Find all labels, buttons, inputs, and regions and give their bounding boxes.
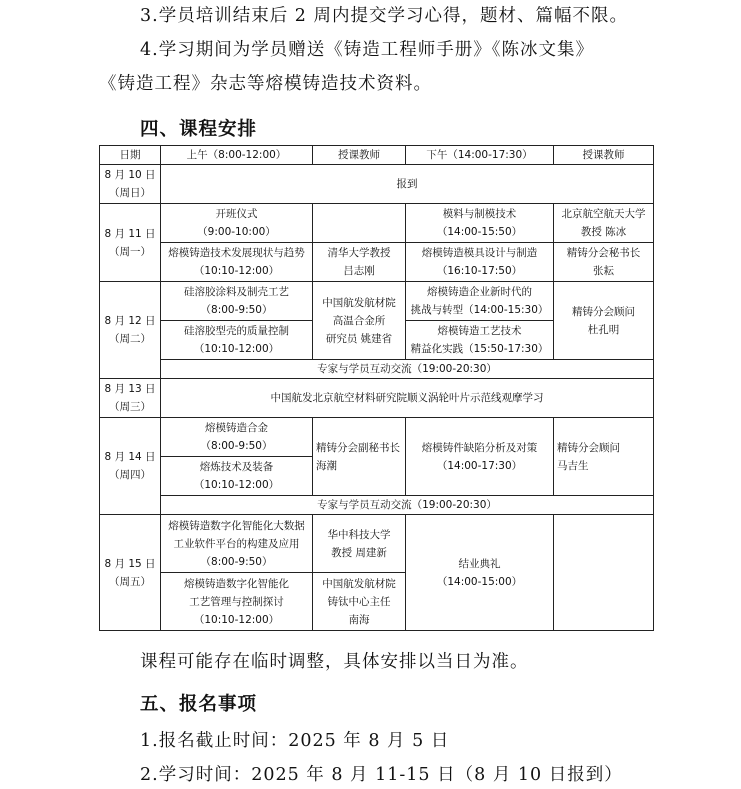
table-row-aug11	[100, 204, 654, 243]
teacher-name: 南海	[348, 613, 370, 626]
session-title: 模料与制模技术	[442, 208, 517, 220]
session-cell	[406, 321, 554, 360]
date-text: 8 月 14 日	[104, 451, 156, 463]
session-time: （8:00-9:50）	[200, 440, 273, 452]
session-time: （10:10-12:00）	[193, 265, 280, 277]
session-time: （8:00-9:50）	[200, 555, 273, 568]
header-afternoon: 下午（14:00-17:30）	[406, 146, 554, 165]
session-time: （10:10-12:00）	[193, 613, 280, 626]
teacher-title: 铸钛中心主任	[327, 595, 391, 608]
section-heading-course-schedule: 四、课程安排	[140, 119, 258, 140]
teacher-cell	[313, 418, 406, 496]
teacher-name: 杜孔明	[587, 323, 620, 336]
header-date: 日期	[100, 146, 161, 165]
session-cell	[406, 243, 554, 282]
teacher-department: 高温合金所	[332, 314, 386, 327]
session-title-continued: 工艺管理与控制探讨	[189, 595, 284, 608]
table-row-aug13	[100, 379, 654, 418]
teacher-affiliation: 精铸分会秘书长	[566, 247, 641, 259]
table-row-aug14	[100, 418, 654, 457]
session-time: （14:00-15:50）	[436, 226, 523, 238]
session-time: （9:00-10:00）	[197, 226, 276, 238]
session-cell	[406, 282, 554, 321]
session-time: （16:10-17:50）	[436, 265, 523, 277]
teacher-cell-empty	[554, 515, 654, 631]
weekday-text: （周四）	[109, 469, 151, 481]
session-cell	[406, 204, 554, 243]
date-cell	[100, 165, 161, 204]
session-cell	[161, 204, 313, 243]
teacher-cell	[313, 282, 406, 360]
teacher-cell	[554, 282, 654, 360]
section-heading-registration: 五、报名事项	[140, 694, 258, 715]
weekday-text: （周日）	[109, 187, 151, 199]
date-text: 8 月 12 日	[104, 315, 156, 327]
session-time: （14:00-17:30）	[436, 459, 523, 472]
paragraph-item-4: 4.学习期间为学员赠送《铸造工程师手册》《陈冰文集》	[140, 40, 594, 60]
teacher-affiliation: 精铸分会顾问	[557, 441, 620, 454]
session-title-continued: 挑战与转型（14:00-15:30）	[410, 304, 549, 316]
schedule-note: 课程可能存在临时调整，具体安排以当日为准。	[140, 652, 529, 672]
session-cell	[406, 515, 554, 631]
evening-session-cell: 专家与学员互动交流（19:00-20:30）	[161, 496, 654, 515]
session-title: 开班仪式	[215, 208, 258, 220]
session-title: 熔模铸件缺陷分析及对策	[421, 441, 538, 454]
session-time: （10:10-12:00）	[193, 479, 280, 491]
session-cell	[161, 282, 313, 321]
teacher-affiliation: 精铸分会顾问	[572, 305, 635, 318]
teacher-cell	[554, 243, 654, 282]
site-visit-cell: 中国航发北京航空材料研究院顺义涡轮叶片示范线观摩学习	[161, 379, 654, 418]
session-title-continued: 精益化实践（15:50-17:30）	[410, 343, 549, 355]
session-title: 熔模铸造工艺技术	[437, 325, 522, 337]
session-title: 结业典礼	[458, 557, 501, 570]
teacher-affiliation: 中国航发航材院	[322, 296, 396, 309]
session-title: 熔模铸造企业新时代的	[427, 286, 532, 298]
teacher-affiliation: 北京航空航天大学	[561, 208, 646, 220]
session-title: 熔模铸造合金	[205, 422, 268, 434]
weekday-text: （周三）	[109, 401, 151, 413]
registration-cell: 报到	[161, 165, 654, 204]
date-text: 8 月 15 日	[104, 557, 156, 570]
weekday-text: （周二）	[109, 333, 151, 345]
session-title: 熔模铸造模具设计与制造	[421, 247, 538, 259]
session-cell	[161, 457, 313, 496]
teacher-cell	[554, 204, 654, 243]
teacher-affiliation: 华中科技大学	[327, 528, 391, 541]
teacher-name: 海潮	[316, 459, 337, 472]
session-cell	[161, 321, 313, 360]
paragraph-item-3: 3.学员培训结束后 2 周内提交学习心得，题材、篇幅不限。	[140, 6, 628, 26]
date-cell	[100, 204, 161, 282]
teacher-affiliation: 精铸分会副秘书长	[316, 441, 400, 454]
teacher-affiliation: 清华大学教授	[327, 247, 391, 259]
table-row-aug10	[100, 165, 654, 204]
session-title: 熔炼技术及装备	[199, 461, 274, 473]
evening-session-cell: 专家与学员互动交流（19:00-20:30）	[161, 360, 654, 379]
teacher-name: 研究员 姚建省	[325, 332, 393, 345]
header-morning: 上午（8:00-12:00）	[161, 146, 313, 165]
session-cell	[161, 573, 313, 631]
date-text: 8 月 13 日	[104, 383, 156, 395]
weekday-text: （周五）	[109, 575, 151, 588]
date-text: 8 月 11 日	[104, 227, 156, 240]
session-cell	[406, 418, 554, 496]
course-schedule-table	[99, 145, 654, 631]
session-title-continued: 工业软件平台的构建及应用	[173, 537, 300, 550]
study-period: 2.学习时间：2025 年 8 月 11-15 日（8 月 10 日报到）	[140, 765, 623, 785]
date-cell	[100, 282, 161, 379]
header-teacher-morning: 授课教师	[313, 146, 406, 165]
teacher-affiliation: 中国航发航材院	[322, 577, 396, 590]
teacher-cell	[313, 515, 406, 573]
teacher-name: 教授 周建新	[331, 546, 387, 559]
teacher-name: 张耘	[593, 265, 614, 277]
date-cell	[100, 418, 161, 515]
date-text: 8 月 10 日	[104, 169, 156, 181]
session-title: 熔模铸造数字化智能化大数据	[168, 519, 305, 532]
session-title: 熔模铸造数字化智能化	[184, 577, 289, 590]
session-cell	[161, 515, 313, 573]
table-header-row	[100, 146, 654, 165]
header-teacher-afternoon: 授课教师	[554, 146, 654, 165]
teacher-name: 教授 陈冰	[580, 226, 627, 238]
table-row-aug14-evening	[100, 496, 654, 515]
session-title: 硅溶胶型壳的质量控制	[184, 325, 289, 337]
session-cell	[161, 243, 313, 282]
registration-deadline: 1.报名截止时间：2025 年 8 月 5 日	[140, 731, 450, 751]
weekday-text: （周一）	[109, 245, 151, 258]
session-title: 熔模铸造技术发展现状与趋势	[168, 247, 305, 259]
teacher-cell	[313, 573, 406, 631]
table-row-aug12-evening	[100, 360, 654, 379]
session-time: （14:00-15:00）	[436, 575, 523, 588]
teacher-name: 马吉生	[557, 459, 589, 472]
table-row-aug12	[100, 282, 654, 321]
date-cell	[100, 515, 161, 631]
session-time: （8:00-9:50）	[200, 304, 273, 316]
date-cell	[100, 379, 161, 418]
table-row-aug11-b	[100, 243, 654, 282]
teacher-name: 吕志刚	[343, 265, 375, 277]
session-time: （10:10-12:00）	[193, 343, 280, 355]
teacher-cell-empty	[313, 204, 406, 243]
teacher-cell	[554, 418, 654, 496]
session-cell	[161, 418, 313, 457]
teacher-cell	[313, 243, 406, 282]
session-title: 硅溶胶涂料及制壳工艺	[184, 286, 289, 298]
table-row-aug15	[100, 515, 654, 573]
paragraph-item-4-continued: 《铸造工程》杂志等熔模铸造技术资料。	[99, 74, 432, 94]
